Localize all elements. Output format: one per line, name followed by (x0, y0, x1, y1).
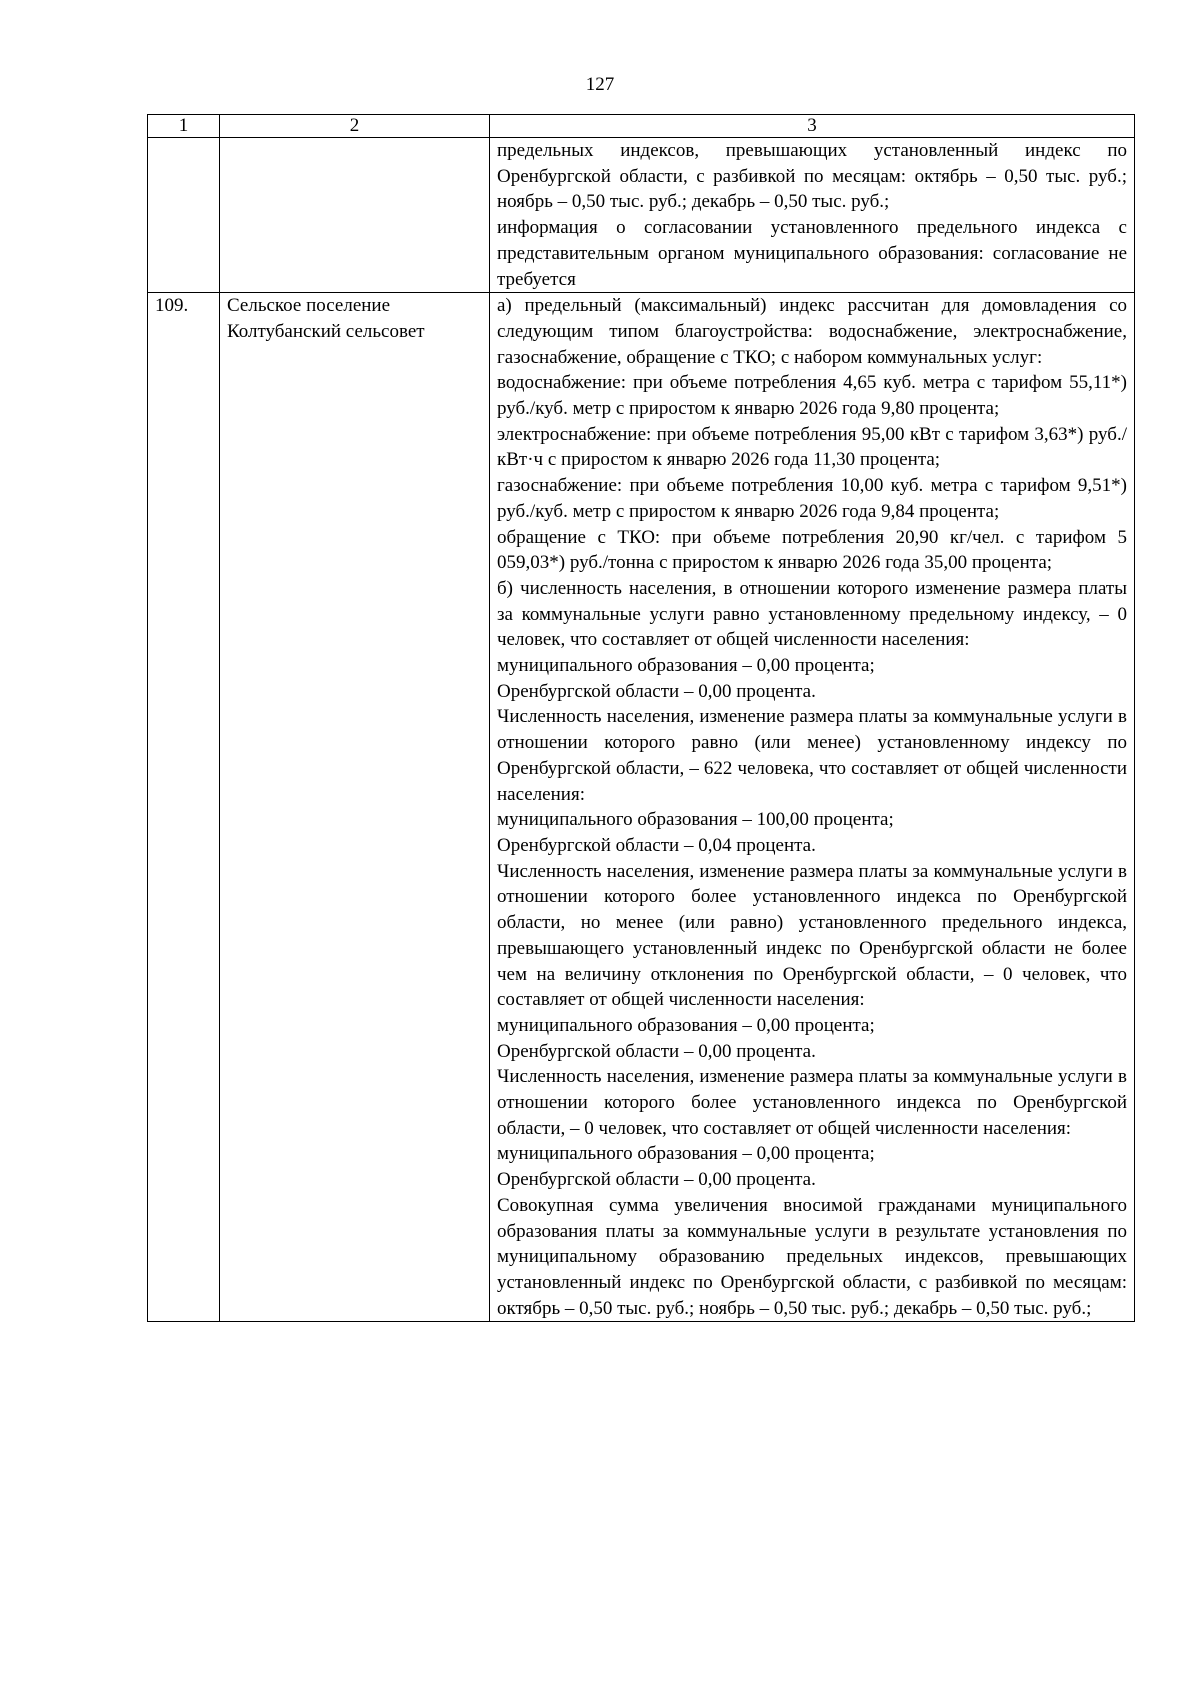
content-paragraph: муниципального образования – 0,00 процента; (497, 655, 875, 677)
content-paragraph: Оренбургской области – 0,04 процента. (497, 834, 816, 856)
indices-table (147, 114, 1135, 1322)
municipality-name-line: Сельское поселение (227, 295, 391, 317)
table-row (148, 293, 1135, 1322)
content-paragraph: газоснабжение: при объеме потребления 10,00 куб. метра с тарифом 9,51*) руб./куб. метр с приростом к январю 2026 года 9,84 процента; (497, 475, 1127, 522)
content-paragraph: б) численность населения, в отношении которого изменение размера платы за коммунальные услуги равно установленному предельному индексу, – 0 человек, что составляет от общей численности населения: (497, 577, 1127, 651)
content-paragraph: муниципального образования – 100,00 процента; (497, 809, 894, 831)
content-paragraph: обращение с ТКО: при объеме потребления 20,90 кг/чел. с тарифом 5 059,03*) руб./тонна с приростом к январю 2026 года 35,00 процента; (497, 526, 1127, 574)
row-content (490, 293, 1135, 1322)
content-paragraph: а) предельный (максимальный) индекс рассчитан для домовладения со следующим типом благоустройства: водоснабжение, электроснабжение, газоснабжение, обращение с ТКО; с набором коммунальных услуг: (497, 295, 1127, 368)
header-col-3: 3 (490, 115, 1135, 138)
content-paragraph: муниципального образования – 0,00 процента; (497, 1143, 875, 1165)
content-paragraph: Совокупная сумма увеличения вносимой гражданами муниципального образования платы за коммунальные услуги в результате установления по муниципальному образованию предельных индексов, превышающих установленный индекс по Оренбургской области, с разбивкой по месяцам: октябрь – 0,50 тыс. руб.; ноябрь – 0,50 тыс. руб.; декабрь – 0,50 тыс. руб.; (497, 1194, 1127, 1319)
content-paragraph: Оренбургской области – 0,00 процента. (497, 1169, 816, 1191)
content-paragraph: Численность населения, изменение размера платы за коммунальные услуги в отношении которого более установленного индекса по Оренбургской области, но менее (или равно) установленного предельного индекса, превышающего установленный индекс по Оренбургской области не более чем на величину отклонения по Оренбургской области, – 0 человек, что составляет от общей численности населения: (497, 860, 1127, 1011)
table-header-row (148, 115, 1135, 138)
content-paragraph: информация о согласовании установленного предельного индекса с представительным органом муниципального образования: согласование не требуется (497, 217, 1127, 290)
municipality-name (220, 138, 490, 293)
content-paragraph: предельных индексов, превышающих установленный индекс по Оренбургской области, с разбивкой по месяцам: октябрь – 0,50 тыс. руб.; ноябрь – 0,50 тыс. руб.; декабрь – 0,50 тыс. руб.; (497, 140, 1127, 213)
page-number: 127 (585, 74, 615, 95)
content-paragraph: Оренбургской области – 0,00 процента. (497, 680, 816, 702)
header-col-1: 1 (148, 115, 220, 138)
content-paragraph: Оренбургской области – 0,00 процента. (497, 1040, 816, 1062)
content-paragraph: Численность населения, изменение размера платы за коммунальные услуги в отношении которого равно (или менее) установленному индексу по Оренбургской области, – 622 человека, что составляет от общей численности населения: (497, 706, 1127, 805)
row-content (490, 138, 1135, 293)
content-paragraph: Численность населения, изменение размера платы за коммунальные услуги в отношении которого более установленного индекса по Оренбургской области, – 0 человек, что составляет от общей численности населения: (497, 1066, 1127, 1139)
municipality-name-line: Колтубанский сельсовет (227, 320, 425, 342)
header-col-2: 2 (220, 115, 490, 138)
municipality-name (220, 293, 490, 1322)
content-paragraph: электроснабжение: при объеме потребления 95,00 кВт с тарифом 3,63*) руб./кВт·ч с приростом к январю 2026 года 11,30 процента; (497, 423, 1127, 471)
table-row (148, 138, 1135, 293)
row-number: 109. (148, 293, 220, 1322)
content-paragraph: муниципального образования – 0,00 процента; (497, 1014, 875, 1036)
content-paragraph: водоснабжение: при объеме потребления 4,65 куб. метра с тарифом 55,11*) руб./куб. метр с приростом к январю 2026 года 9,80 процента; (497, 372, 1127, 420)
row-number (148, 138, 220, 293)
